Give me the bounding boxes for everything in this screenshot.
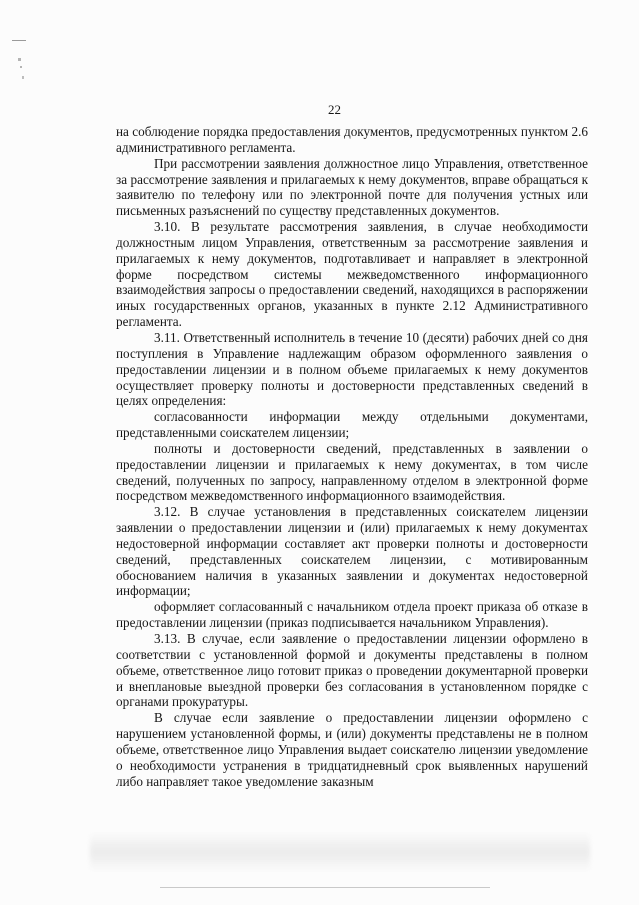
document-body xyxy=(116,124,588,789)
paragraph-3-13: 3.13. В случае, если заявление о предоставлении лицензии оформлено в соответствии с установленной формой и документы представлены в полном объеме, ответственное лицо готовит приказ о проведении документарной проверки и внеплановые выездной проверки без согласования в установленном порядке с органами прокуратуры. xyxy=(116,631,588,710)
page-number: 22 xyxy=(328,102,341,117)
paragraph-3-12: 3.12. В случае установления в представленных соискателем лицензии заявлении о предоставлении лицензии и (или) прилагаемых к нему документах недостоверной информации составляет акт проверки полноты и достоверности сведений, представленных соискателем лицензии, с мотивированным обоснованием наличия в указанных заявлении и документах недостоверной информации; xyxy=(116,504,588,599)
paragraph: оформляет согласованный с начальником отдела проект приказа об отказе в предоставлении лицензии (приказ подписывается начальником Управления). xyxy=(116,599,588,631)
scan-artifact xyxy=(12,40,26,41)
scan-artifact xyxy=(20,66,22,68)
paragraph-continuation: на соблюдение порядка предоставления документов, предусмотренных пунктом 2.6 административного регламента. xyxy=(116,124,588,155)
paragraph-3-11: 3.11. Ответственный исполнитель в течение 10 (десяти) рабочих дней со дня поступления в Управление надлежащим образом оформленного заявления о предоставлении лицензии и в полном объеме прилагаемых к нему документов осуществляет проверку полноты и достоверности представленных сведений в целях определения: xyxy=(116,329,588,409)
scan-edge-line xyxy=(160,887,490,888)
scan-artifact xyxy=(18,58,21,61)
paragraph: В случае если заявление о предоставлении лицензии оформлено с нарушением установленной формы, и (или) документы представлены не в полном объеме, ответственное лицо Управления выдает соискателю лицензии уведомление о необходимости устранения в тридцатидневный срок выявленных нарушений либо направляет такое уведомление заказным xyxy=(116,710,588,789)
scan-shadow xyxy=(90,832,590,872)
paragraph: При рассмотрении заявления должностное лицо Управления, ответственное за рассмотрение заявления и прилагаемых к нему документов, вправе обращаться к заявителю по телефону или по электронной почте для получения устных или письменных разъяснений по существу представленных документов. xyxy=(116,155,588,219)
paragraph-list-item: согласованности информации между отдельными документами, представленными соискателем лицензии; xyxy=(116,409,588,441)
scan-artifact xyxy=(22,76,24,79)
paragraph-list-item: полноты и достоверности сведений, представленных в заявлении о предоставлении лицензии и прилагаемых к нему документах, в том числе сведений, полученных по запросу, направленному отделом в электронной форме посредством межведомственного информационного взаимодействия. xyxy=(116,440,588,504)
paragraph-3-10: 3.10. В результате рассмотрения заявления, в случае необходимости должностным лицом Управления, ответственным за рассмотрение заявления и прилагаемых к нему документов, подготавливает и направляет в электронной форме посредством системы межведомственного информационного взаимодействия запросы о предоставлении сведений, находящихся в распоряжении иных государственных органов, указанных в пункте 2.12 Административного регламента. xyxy=(116,219,588,330)
